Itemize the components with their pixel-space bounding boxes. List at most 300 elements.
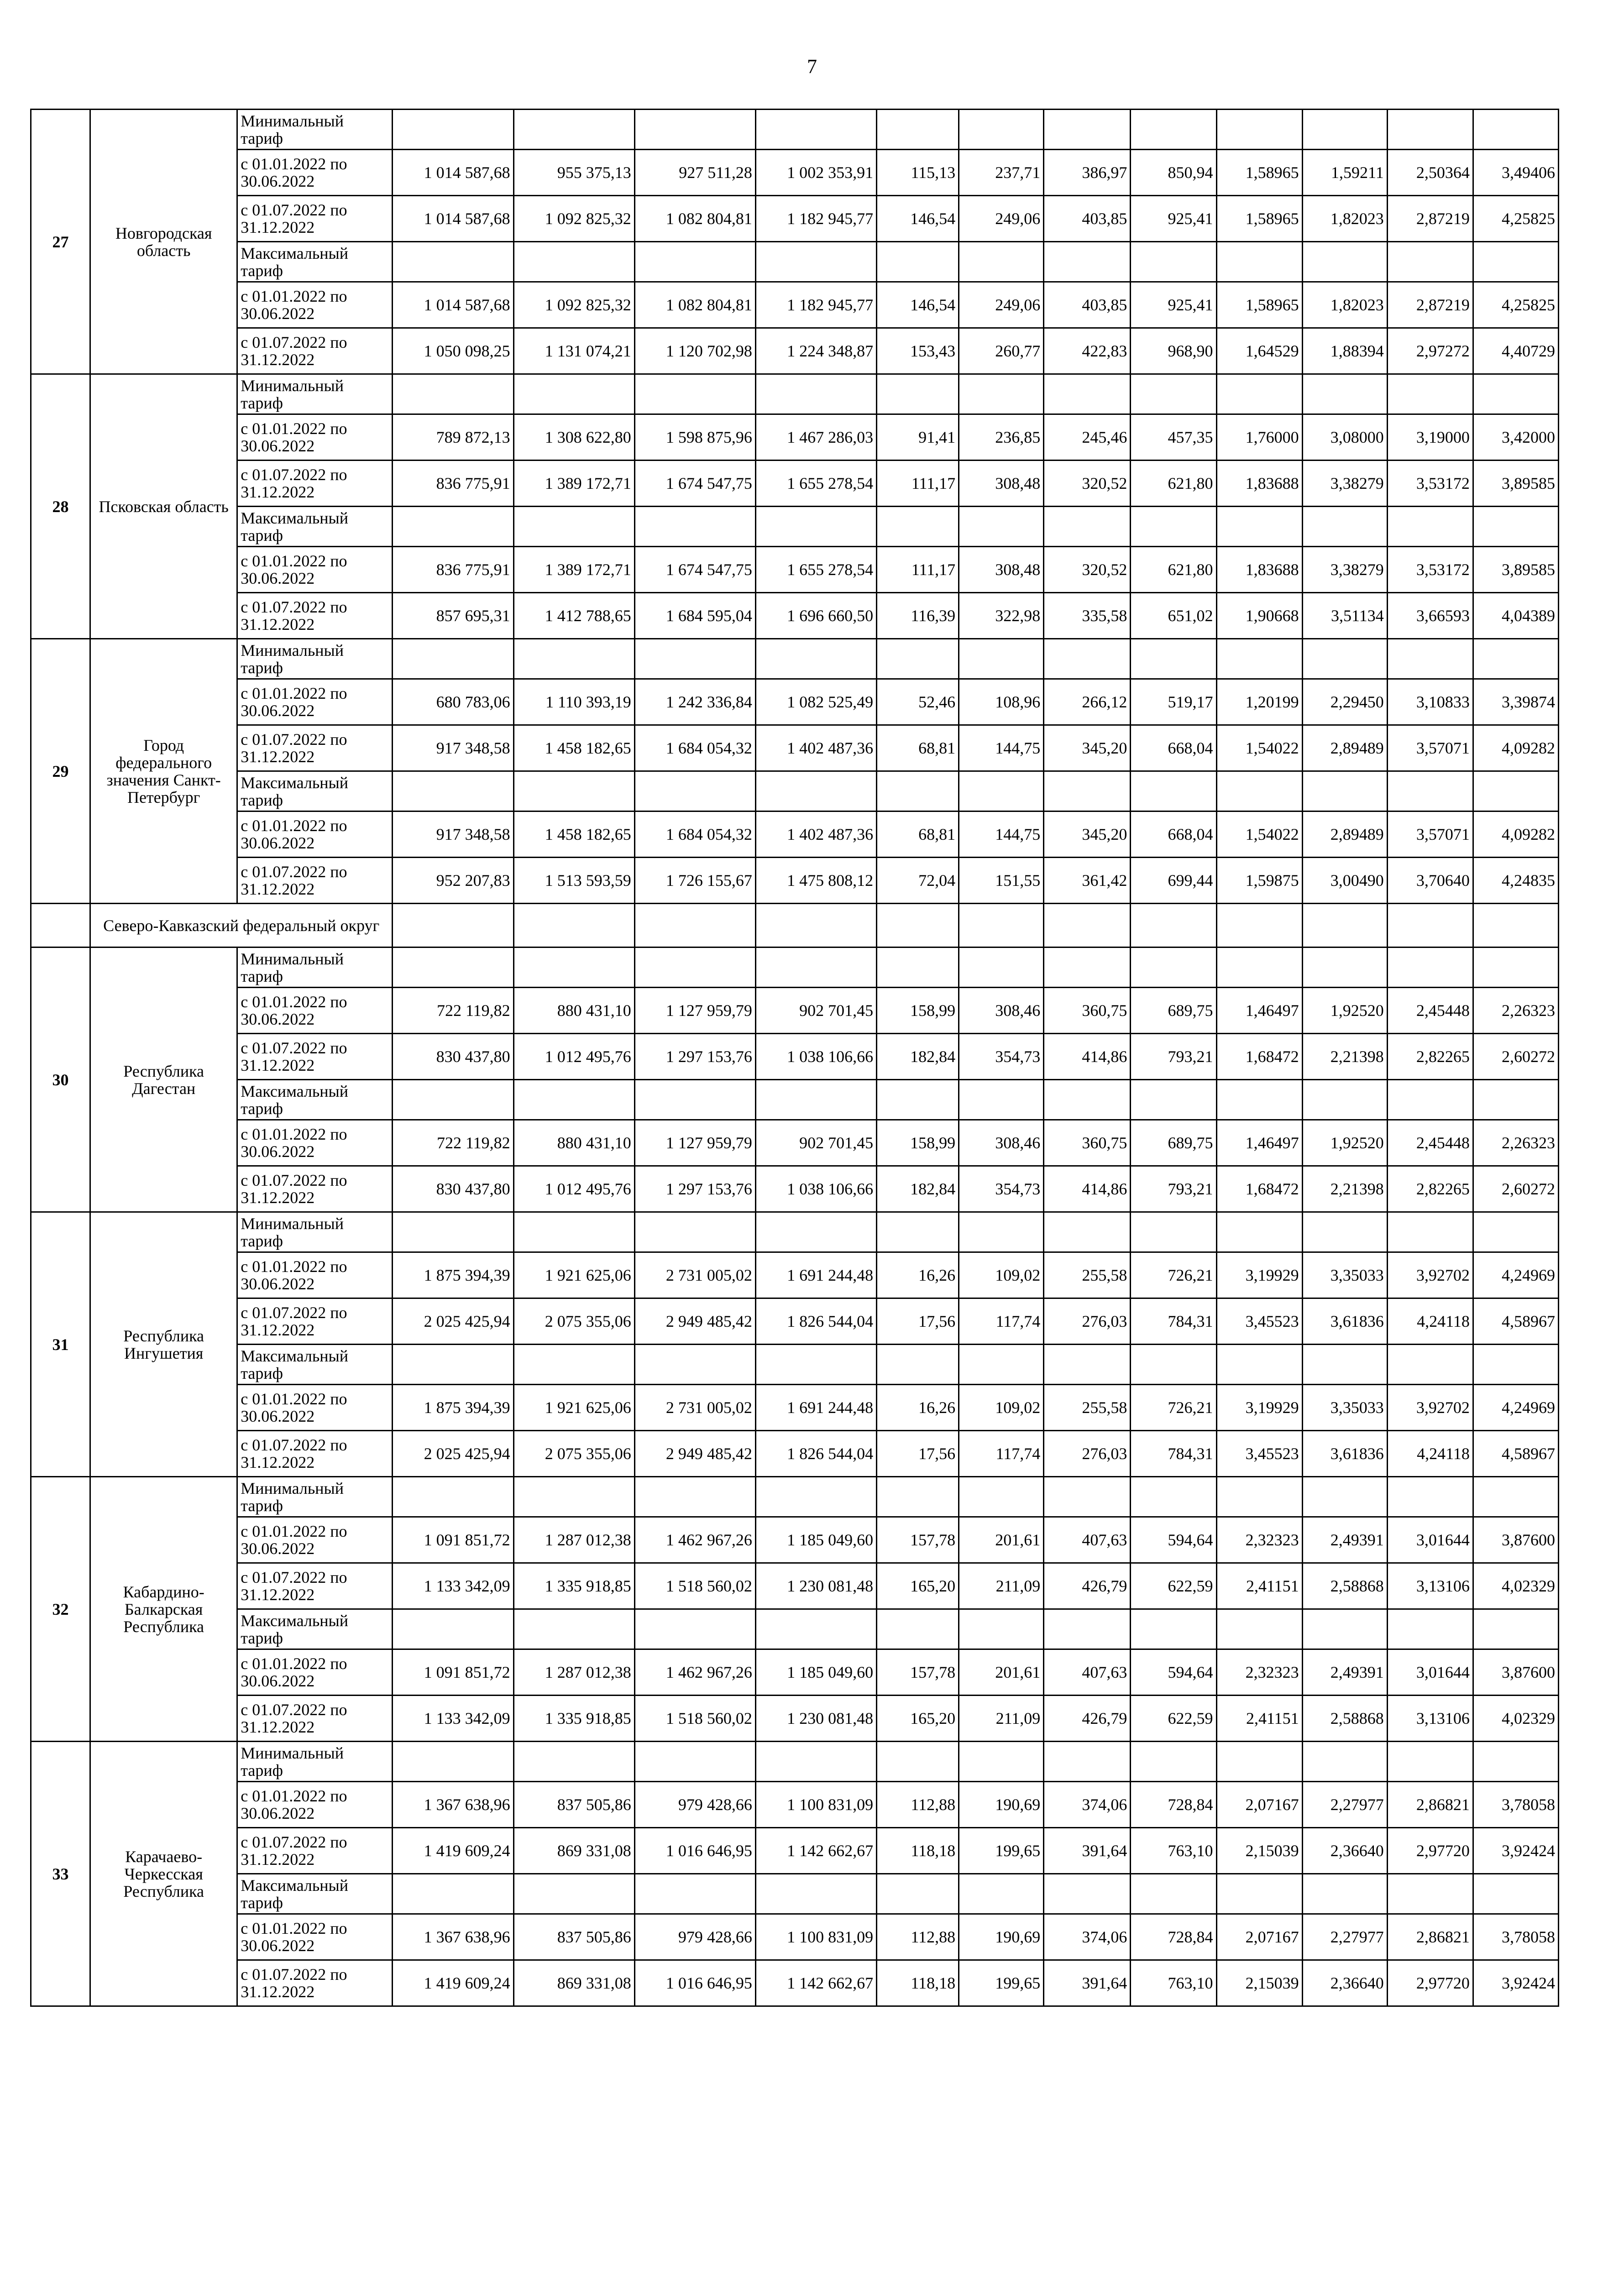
value-cell: 414,86 (1044, 1034, 1131, 1080)
value-cell: 979 428,66 (634, 1914, 755, 1960)
empty-cell (1473, 1874, 1558, 1914)
empty-cell (755, 1080, 876, 1120)
value-cell: 109,02 (959, 1252, 1044, 1298)
value-cell: 2,97720 (1387, 1828, 1473, 1874)
value-cell: 3,87600 (1473, 1649, 1558, 1696)
empty-cell (1044, 374, 1131, 414)
value-cell: 199,65 (959, 1828, 1044, 1874)
empty-cell (755, 904, 876, 947)
empty-cell (1044, 1874, 1131, 1914)
value-cell: 407,63 (1044, 1517, 1131, 1563)
empty-cell (959, 1609, 1044, 1649)
value-cell: 2,45448 (1387, 1120, 1473, 1166)
region-name: Кабардино-Балкарская Республика (90, 1477, 237, 1742)
value-cell: 1 875 394,39 (393, 1252, 513, 1298)
value-cell: 117,74 (959, 1431, 1044, 1477)
table-row (31, 679, 1559, 725)
value-cell: 1 308 622,80 (513, 414, 634, 461)
empty-cell (1387, 1345, 1473, 1385)
period-label: с 01.07.2022 по 31.12.2022 (237, 1696, 393, 1742)
empty-cell (513, 639, 634, 679)
empty-cell (1387, 947, 1473, 988)
value-cell: 1 458 182,65 (513, 725, 634, 771)
value-cell: 4,24835 (1473, 858, 1558, 904)
value-cell: 374,06 (1044, 1782, 1131, 1828)
value-cell: 1 921 625,06 (513, 1252, 634, 1298)
value-cell: 2,97272 (1387, 328, 1473, 374)
value-cell: 2,26323 (1473, 988, 1558, 1034)
table-row (31, 1563, 1559, 1609)
value-cell: 2,82265 (1387, 1034, 1473, 1080)
empty-cell (1302, 507, 1387, 547)
table-row (31, 771, 1559, 811)
empty-cell (1387, 374, 1473, 414)
empty-cell (1387, 904, 1473, 947)
empty-cell (1473, 904, 1558, 947)
value-cell: 2,49391 (1302, 1517, 1387, 1563)
value-cell: 3,57071 (1387, 725, 1473, 771)
value-cell: 91,41 (877, 414, 959, 461)
value-cell: 3,13106 (1387, 1696, 1473, 1742)
value-cell: 403,85 (1044, 196, 1131, 242)
value-cell: 2 731 005,02 (634, 1252, 755, 1298)
empty-cell (1473, 507, 1558, 547)
value-cell: 2,21398 (1302, 1034, 1387, 1080)
value-cell: 2 949 485,42 (634, 1431, 755, 1477)
empty-cell (1216, 1212, 1302, 1252)
table-row (31, 1252, 1559, 1298)
value-cell: 4,25825 (1473, 282, 1558, 328)
empty-cell (1216, 947, 1302, 988)
empty-cell (959, 507, 1044, 547)
value-cell: 16,26 (877, 1385, 959, 1431)
empty-cell (1216, 1477, 1302, 1517)
value-cell: 201,61 (959, 1649, 1044, 1696)
tariff-table (30, 109, 1559, 2007)
empty-cell (755, 1609, 876, 1649)
empty-cell (959, 110, 1044, 150)
value-cell: 2,32323 (1216, 1517, 1302, 1563)
value-cell: 651,02 (1131, 593, 1216, 639)
value-cell: 345,20 (1044, 811, 1131, 858)
value-cell: 1,58965 (1216, 150, 1302, 196)
empty-cell (634, 947, 755, 988)
value-cell: 308,46 (959, 988, 1044, 1034)
value-cell: 109,02 (959, 1385, 1044, 1431)
value-cell: 112,88 (877, 1782, 959, 1828)
value-cell: 68,81 (877, 811, 959, 858)
table-row (31, 1385, 1559, 1431)
empty-cell (1302, 110, 1387, 150)
value-cell: 622,59 (1131, 1696, 1216, 1742)
value-cell: 1,54022 (1216, 725, 1302, 771)
value-cell: 3,38279 (1302, 461, 1387, 507)
empty-cell (393, 1212, 513, 1252)
tariff-type-label: Минимальный тариф (237, 1742, 393, 1782)
table-row (31, 1120, 1559, 1166)
value-cell: 1 133 342,09 (393, 1696, 513, 1742)
value-cell: 354,73 (959, 1034, 1044, 1080)
empty-cell (1302, 1212, 1387, 1252)
value-cell: 237,71 (959, 150, 1044, 196)
period-label: с 01.01.2022 по 30.06.2022 (237, 150, 393, 196)
value-cell: 4,04389 (1473, 593, 1558, 639)
value-cell: 4,02329 (1473, 1563, 1558, 1609)
table-row (31, 1517, 1559, 1563)
region-name: Новгородская область (90, 110, 237, 374)
tariff-type-label: Максимальный тариф (237, 771, 393, 811)
value-cell: 4,58967 (1473, 1298, 1558, 1345)
value-cell: 2,60272 (1473, 1034, 1558, 1080)
value-cell: 182,84 (877, 1034, 959, 1080)
period-label: с 01.01.2022 по 30.06.2022 (237, 679, 393, 725)
value-cell: 17,56 (877, 1431, 959, 1477)
value-cell: 1 655 278,54 (755, 547, 876, 593)
value-cell: 836 775,91 (393, 461, 513, 507)
value-cell: 3,78058 (1473, 1782, 1558, 1828)
value-cell: 2,27977 (1302, 1914, 1387, 1960)
value-cell: 621,80 (1131, 547, 1216, 593)
value-cell: 118,18 (877, 1960, 959, 2006)
empty-cell (1044, 904, 1131, 947)
empty-cell (634, 771, 755, 811)
empty-cell (513, 1345, 634, 1385)
empty-cell (634, 374, 755, 414)
value-cell: 3,42000 (1473, 414, 1558, 461)
value-cell: 1 016 646,95 (634, 1828, 755, 1874)
value-cell: 1,76000 (1216, 414, 1302, 461)
value-cell: 2 731 005,02 (634, 1385, 755, 1431)
empty-cell (1473, 374, 1558, 414)
value-cell: 2,86821 (1387, 1914, 1473, 1960)
value-cell: 722 119,82 (393, 988, 513, 1034)
value-cell: 728,84 (1131, 1782, 1216, 1828)
value-cell: 3,45523 (1216, 1298, 1302, 1345)
value-cell: 165,20 (877, 1563, 959, 1609)
empty-cell (755, 1874, 876, 1914)
value-cell: 1 012 495,76 (513, 1166, 634, 1212)
value-cell: 1 826 544,04 (755, 1298, 876, 1345)
value-cell: 112,88 (877, 1914, 959, 1960)
value-cell: 680 783,06 (393, 679, 513, 725)
empty-cell (393, 1080, 513, 1120)
section-row (31, 904, 1559, 947)
empty-cell (1131, 1212, 1216, 1252)
period-label: с 01.07.2022 по 31.12.2022 (237, 1563, 393, 1609)
tariff-type-label: Минимальный тариф (237, 639, 393, 679)
tariff-type-label: Минимальный тариф (237, 374, 393, 414)
value-cell: 1 185 049,60 (755, 1649, 876, 1696)
value-cell: 2 075 355,06 (513, 1431, 634, 1477)
empty-cell (1216, 1874, 1302, 1914)
value-cell: 927 511,28 (634, 150, 755, 196)
empty-cell (1387, 1742, 1473, 1782)
empty-cell (755, 1212, 876, 1252)
table-row (31, 1874, 1559, 1914)
empty-cell (1131, 1609, 1216, 1649)
table-row (31, 1828, 1559, 1874)
value-cell: 3,70640 (1387, 858, 1473, 904)
region-index: 33 (31, 1742, 90, 2006)
value-cell: 4,24969 (1473, 1252, 1558, 1298)
empty-cell (1216, 1742, 1302, 1782)
value-cell: 165,20 (877, 1696, 959, 1742)
value-cell: 955 375,13 (513, 150, 634, 196)
empty-cell (1473, 1212, 1558, 1252)
value-cell: 1,58965 (1216, 282, 1302, 328)
value-cell: 763,10 (1131, 1960, 1216, 2006)
period-label: с 01.01.2022 по 30.06.2022 (237, 988, 393, 1034)
empty-cell (755, 374, 876, 414)
value-cell: 3,45523 (1216, 1431, 1302, 1477)
table-row (31, 811, 1559, 858)
empty-cell (1473, 1742, 1558, 1782)
empty-cell (877, 1212, 959, 1252)
value-cell: 1,68472 (1216, 1166, 1302, 1212)
value-cell: 2,89489 (1302, 811, 1387, 858)
empty-cell (393, 639, 513, 679)
value-cell: 869 331,08 (513, 1828, 634, 1874)
value-cell: 1,82023 (1302, 282, 1387, 328)
period-label: с 01.07.2022 по 31.12.2022 (237, 1431, 393, 1477)
value-cell: 789 872,13 (393, 414, 513, 461)
tariff-type-label: Максимальный тариф (237, 1874, 393, 1914)
value-cell: 1,92520 (1302, 988, 1387, 1034)
empty-cell (393, 1874, 513, 1914)
value-cell: 1 518 560,02 (634, 1563, 755, 1609)
empty-cell (1044, 947, 1131, 988)
empty-cell (877, 947, 959, 988)
value-cell: 322,98 (959, 593, 1044, 639)
value-cell: 902 701,45 (755, 1120, 876, 1166)
empty-cell (959, 1212, 1044, 1252)
empty-cell (513, 771, 634, 811)
value-cell: 335,58 (1044, 593, 1131, 639)
empty-cell (513, 374, 634, 414)
value-cell: 116,39 (877, 593, 959, 639)
value-cell: 793,21 (1131, 1166, 1216, 1212)
value-cell: 952 207,83 (393, 858, 513, 904)
value-cell: 266,12 (1044, 679, 1131, 725)
empty-cell (1473, 639, 1558, 679)
empty-cell (513, 242, 634, 282)
value-cell: 4,24118 (1387, 1431, 1473, 1477)
empty-cell (1302, 904, 1387, 947)
empty-cell (877, 1874, 959, 1914)
value-cell: 3,92702 (1387, 1252, 1473, 1298)
empty-cell (393, 110, 513, 150)
empty-cell (1131, 1345, 1216, 1385)
empty-cell (1302, 1609, 1387, 1649)
table-row (31, 1609, 1559, 1649)
value-cell: 3,35033 (1302, 1385, 1387, 1431)
value-cell: 3,01644 (1387, 1649, 1473, 1696)
value-cell: 1 014 587,68 (393, 196, 513, 242)
value-cell: 108,96 (959, 679, 1044, 725)
value-cell: 837 505,86 (513, 1782, 634, 1828)
value-cell: 1 419 609,24 (393, 1960, 513, 2006)
empty-cell (1473, 1080, 1558, 1120)
table-row (31, 1345, 1559, 1385)
value-cell: 2,41151 (1216, 1563, 1302, 1609)
table-row (31, 858, 1559, 904)
value-cell: 2,97720 (1387, 1960, 1473, 2006)
value-cell: 153,43 (877, 328, 959, 374)
tariff-type-label: Минимальный тариф (237, 947, 393, 988)
empty-cell (1387, 639, 1473, 679)
value-cell: 374,06 (1044, 1914, 1131, 1960)
value-cell: 594,64 (1131, 1517, 1216, 1563)
value-cell: 1 684 054,32 (634, 811, 755, 858)
value-cell: 422,83 (1044, 328, 1131, 374)
empty-cell (1131, 947, 1216, 988)
empty-cell (513, 1212, 634, 1252)
value-cell: 1 598 875,96 (634, 414, 755, 461)
value-cell: 689,75 (1131, 988, 1216, 1034)
period-label: с 01.07.2022 по 31.12.2022 (237, 1298, 393, 1345)
value-cell: 1 224 348,87 (755, 328, 876, 374)
empty-cell (1387, 242, 1473, 282)
empty-cell (1044, 1742, 1131, 1782)
value-cell: 1 131 074,21 (513, 328, 634, 374)
value-cell: 1 182 945,77 (755, 282, 876, 328)
value-cell: 2,50364 (1387, 150, 1473, 196)
value-cell: 3,78058 (1473, 1914, 1558, 1960)
empty-cell (1216, 904, 1302, 947)
empty-cell (1302, 771, 1387, 811)
value-cell: 426,79 (1044, 1563, 1131, 1609)
value-cell: 2,45448 (1387, 988, 1473, 1034)
value-cell: 1 082 804,81 (634, 196, 755, 242)
empty-cell (393, 947, 513, 988)
value-cell: 308,48 (959, 547, 1044, 593)
value-cell: 837 505,86 (513, 1914, 634, 1960)
value-cell: 1 127 959,79 (634, 1120, 755, 1166)
value-cell: 255,58 (1044, 1385, 1131, 1431)
empty-cell (1044, 110, 1131, 150)
value-cell: 3,35033 (1302, 1252, 1387, 1298)
empty-cell (1044, 242, 1131, 282)
table-row (31, 1166, 1559, 1212)
value-cell: 2,27977 (1302, 1782, 1387, 1828)
empty-cell (959, 374, 1044, 414)
value-cell: 117,74 (959, 1298, 1044, 1345)
value-cell: 836 775,91 (393, 547, 513, 593)
value-cell: 850,94 (1131, 150, 1216, 196)
value-cell: 784,31 (1131, 1298, 1216, 1345)
value-cell: 1,83688 (1216, 547, 1302, 593)
empty-cell (393, 771, 513, 811)
table-row (31, 461, 1559, 507)
empty-cell (877, 1080, 959, 1120)
table-row (31, 196, 1559, 242)
value-cell: 1 230 081,48 (755, 1696, 876, 1742)
empty-cell (1387, 771, 1473, 811)
period-label: с 01.01.2022 по 30.06.2022 (237, 1914, 393, 1960)
value-cell: 902 701,45 (755, 988, 876, 1034)
value-cell: 276,03 (1044, 1298, 1131, 1345)
value-cell: 2,21398 (1302, 1166, 1387, 1212)
value-cell: 979 428,66 (634, 1782, 755, 1828)
value-cell: 182,84 (877, 1166, 959, 1212)
value-cell: 1 696 660,50 (755, 593, 876, 639)
value-cell: 1 726 155,67 (634, 858, 755, 904)
value-cell: 1 335 918,85 (513, 1563, 634, 1609)
value-cell: 763,10 (1131, 1828, 1216, 1874)
federal-district-header: Северо-Кавказский федеральный округ (90, 904, 393, 947)
table-row (31, 374, 1559, 414)
empty-cell (959, 1742, 1044, 1782)
value-cell: 245,46 (1044, 414, 1131, 461)
value-cell: 1 691 244,48 (755, 1385, 876, 1431)
value-cell: 211,09 (959, 1563, 1044, 1609)
value-cell: 260,77 (959, 328, 1044, 374)
value-cell: 3,92702 (1387, 1385, 1473, 1431)
value-cell: 72,04 (877, 858, 959, 904)
value-cell: 151,55 (959, 858, 1044, 904)
value-cell: 1 513 593,59 (513, 858, 634, 904)
value-cell: 1 012 495,76 (513, 1034, 634, 1080)
value-cell: 3,13106 (1387, 1563, 1473, 1609)
value-cell: 1 082 804,81 (634, 282, 755, 328)
value-cell: 2 025 425,94 (393, 1298, 513, 1345)
table-row (31, 725, 1559, 771)
value-cell: 2,36640 (1302, 1960, 1387, 2006)
empty-cell (1044, 1477, 1131, 1517)
value-cell: 118,18 (877, 1828, 959, 1874)
period-label: с 01.01.2022 по 30.06.2022 (237, 811, 393, 858)
value-cell: 17,56 (877, 1298, 959, 1345)
value-cell: 391,64 (1044, 1960, 1131, 2006)
value-cell: 3,39874 (1473, 679, 1558, 725)
value-cell: 360,75 (1044, 1120, 1131, 1166)
value-cell: 457,35 (1131, 414, 1216, 461)
empty-cell (755, 1345, 876, 1385)
empty-cell (1473, 1345, 1558, 1385)
value-cell: 699,44 (1131, 858, 1216, 904)
empty-cell (1216, 374, 1302, 414)
table-row (31, 282, 1559, 328)
empty-cell (1387, 1609, 1473, 1649)
value-cell: 144,75 (959, 725, 1044, 771)
value-cell: 3,61836 (1302, 1298, 1387, 1345)
empty-cell (1473, 1609, 1558, 1649)
period-label: с 01.07.2022 по 31.12.2022 (237, 1960, 393, 2006)
empty-cell (513, 507, 634, 547)
empty-cell (513, 1874, 634, 1914)
value-cell: 1,46497 (1216, 1120, 1302, 1166)
empty-cell (1131, 771, 1216, 811)
tariff-type-label: Максимальный тариф (237, 507, 393, 547)
value-cell: 3,57071 (1387, 811, 1473, 858)
value-cell: 2,89489 (1302, 725, 1387, 771)
region-index: 28 (31, 374, 90, 639)
value-cell: 880 431,10 (513, 988, 634, 1034)
empty-cell (877, 904, 959, 947)
value-cell: 1 826 544,04 (755, 1431, 876, 1477)
value-cell: 728,84 (1131, 1914, 1216, 1960)
value-cell: 1 133 342,09 (393, 1563, 513, 1609)
empty-cell (393, 374, 513, 414)
value-cell: 1 419 609,24 (393, 1828, 513, 1874)
value-cell: 1 230 081,48 (755, 1563, 876, 1609)
region-index: 29 (31, 639, 90, 904)
value-cell: 1 389 172,71 (513, 547, 634, 593)
value-cell: 1 402 487,36 (755, 725, 876, 771)
empty-cell (877, 1742, 959, 1782)
empty-cell (877, 639, 959, 679)
empty-cell (959, 639, 1044, 679)
